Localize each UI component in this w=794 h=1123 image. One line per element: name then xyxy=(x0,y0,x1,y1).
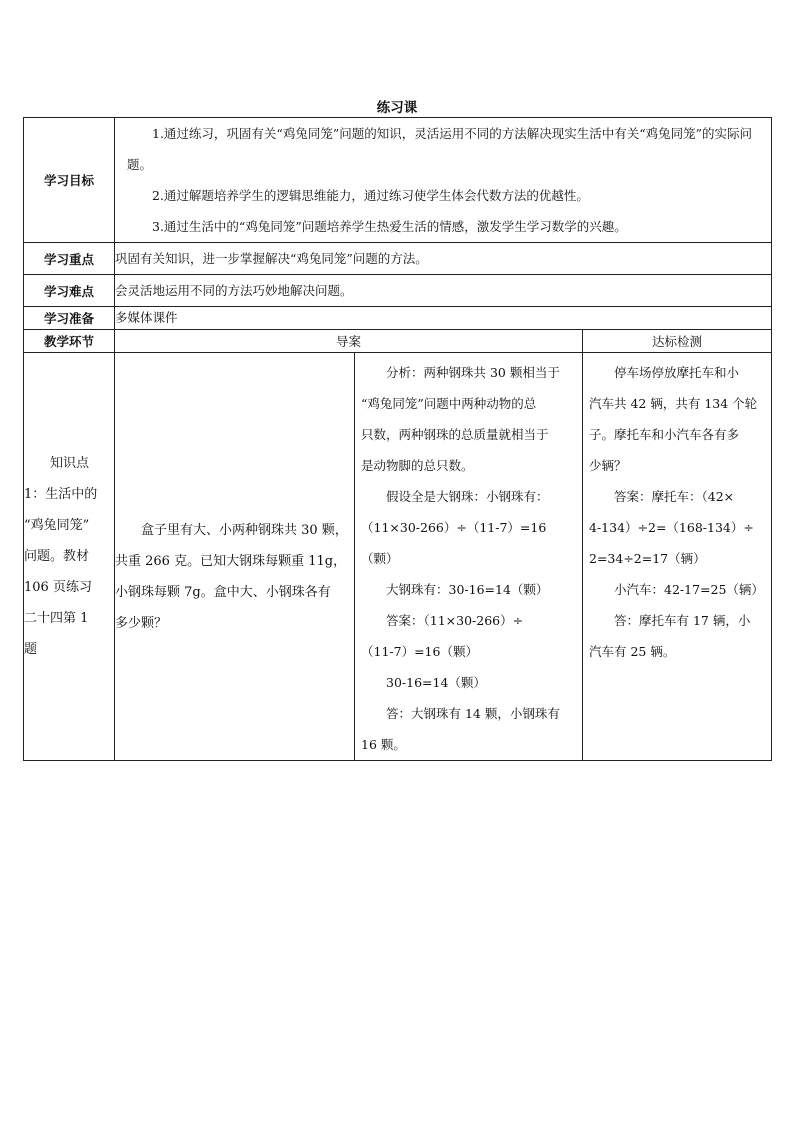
analysis-line: （11-7）=16（颗） xyxy=(361,644,478,659)
analysis-line: 只数，两种钢珠的总质量就相当于 xyxy=(361,427,549,442)
header-stage: 教学环节 xyxy=(24,330,115,353)
prep-row xyxy=(24,307,772,330)
question-line: 多少颗？ xyxy=(115,615,168,631)
analysis-line: 16 颗。 xyxy=(361,737,406,752)
prep-label: 学习准备 xyxy=(24,307,115,330)
prep-text: 多媒体课件 xyxy=(115,307,772,330)
question-cell xyxy=(115,353,355,761)
analysis-line: 是动物脚的总只数。 xyxy=(361,458,474,473)
analysis-cell xyxy=(355,353,583,761)
goals-content xyxy=(115,118,772,243)
analysis-line: “鸡兔同笼”问题中两种动物的总 xyxy=(361,396,537,411)
analysis-line: 答案：（11×30-266）÷ xyxy=(386,613,524,628)
knowledge-line: 问题。教材 xyxy=(24,549,90,564)
check-line: 汽车有 25 辆。 xyxy=(589,644,676,659)
difficulty-text: 会灵活地运用不同的方法巧妙地解决问题。 xyxy=(115,275,772,307)
knowledge-point-cell xyxy=(24,353,115,761)
check-line: 小汽车：42-17=25（辆） xyxy=(614,582,764,597)
analysis-line: （11×30-266）÷（11-7）=16（颗） xyxy=(361,520,547,566)
goal-item: 3.通过生活中的“鸡兔同笼”问题培养学生热爱生活的情感，激发学生学习数学的兴趣。 xyxy=(152,219,627,234)
analysis-line: 假设全是大钢珠：小钢珠有： xyxy=(386,489,549,504)
header-guide: 导案 xyxy=(115,330,583,353)
goal-item: 2.通过解题培养学生的逻辑思维能力，通过练习使学生体会代数方法的优越性。 xyxy=(152,188,589,203)
knowledge-line: 1：生活中的 xyxy=(24,487,98,502)
check-line: 4-134）÷2=（168-134）÷ xyxy=(589,520,754,535)
check-line: 停车场停放摩托车和小 xyxy=(614,365,740,380)
header-check: 达标检测 xyxy=(583,330,772,353)
analysis-line: 答：大钢珠有 14 颗，小钢珠有 xyxy=(386,706,560,721)
check-cell xyxy=(583,353,772,761)
analysis-line: 大钢珠有：30-16=14（颗） xyxy=(386,582,549,597)
knowledge-line: 二十四第 1 xyxy=(24,611,89,626)
knowledge-line: 知识点 xyxy=(50,456,90,471)
focus-label: 学习重点 xyxy=(24,243,115,275)
question-line: 盒子里有大、小两种钢珠共 30 颗， xyxy=(141,522,348,538)
page-title: 练习课 xyxy=(376,100,418,116)
question-line: 小钢珠每颗 7g。盒中大、小钢珠各有 xyxy=(115,584,331,600)
goals-label: 学习目标 xyxy=(24,118,115,243)
lesson-plan-table xyxy=(23,117,772,761)
check-line: 少辆？ xyxy=(589,458,627,473)
focus-text: 巩固有关知识，进一步掌握解决“鸡兔同笼”问题的方法。 xyxy=(115,243,772,275)
difficulty-label: 学习难点 xyxy=(24,275,115,307)
content-row xyxy=(24,353,772,761)
knowledge-line: 题 xyxy=(24,642,38,657)
check-line: 子。摩托车和小汽车各有多 xyxy=(589,427,740,442)
knowledge-line: 106 页练习 xyxy=(24,580,92,595)
check-line: 2=34÷2=17（辆） xyxy=(589,551,706,566)
goals-row xyxy=(24,118,772,243)
header-row xyxy=(24,330,772,353)
knowledge-line: “鸡兔同笼” xyxy=(24,518,90,533)
check-line: 答：摩托车有 17 辆，小 xyxy=(614,613,751,628)
goal-item: 1.通过练习，巩固有关“鸡兔同笼”问题的知识，灵活运用不同的方法解决现实生活中有关“鸡兔同笼”的实际问题。 xyxy=(127,126,752,172)
analysis-line: 30-16=14（颗） xyxy=(386,675,486,690)
question-line: 共重 266 克。已知大钢珠每颗重 11g， xyxy=(115,553,347,569)
check-line: 汽车共 42 辆，共有 134 个轮 xyxy=(589,396,758,411)
focus-row xyxy=(24,243,772,275)
check-line: 答案：摩托车：（42× xyxy=(614,489,735,504)
analysis-line: 分析：两种钢珠共 30 颗相当于 xyxy=(386,365,560,380)
difficulty-row xyxy=(24,275,772,307)
